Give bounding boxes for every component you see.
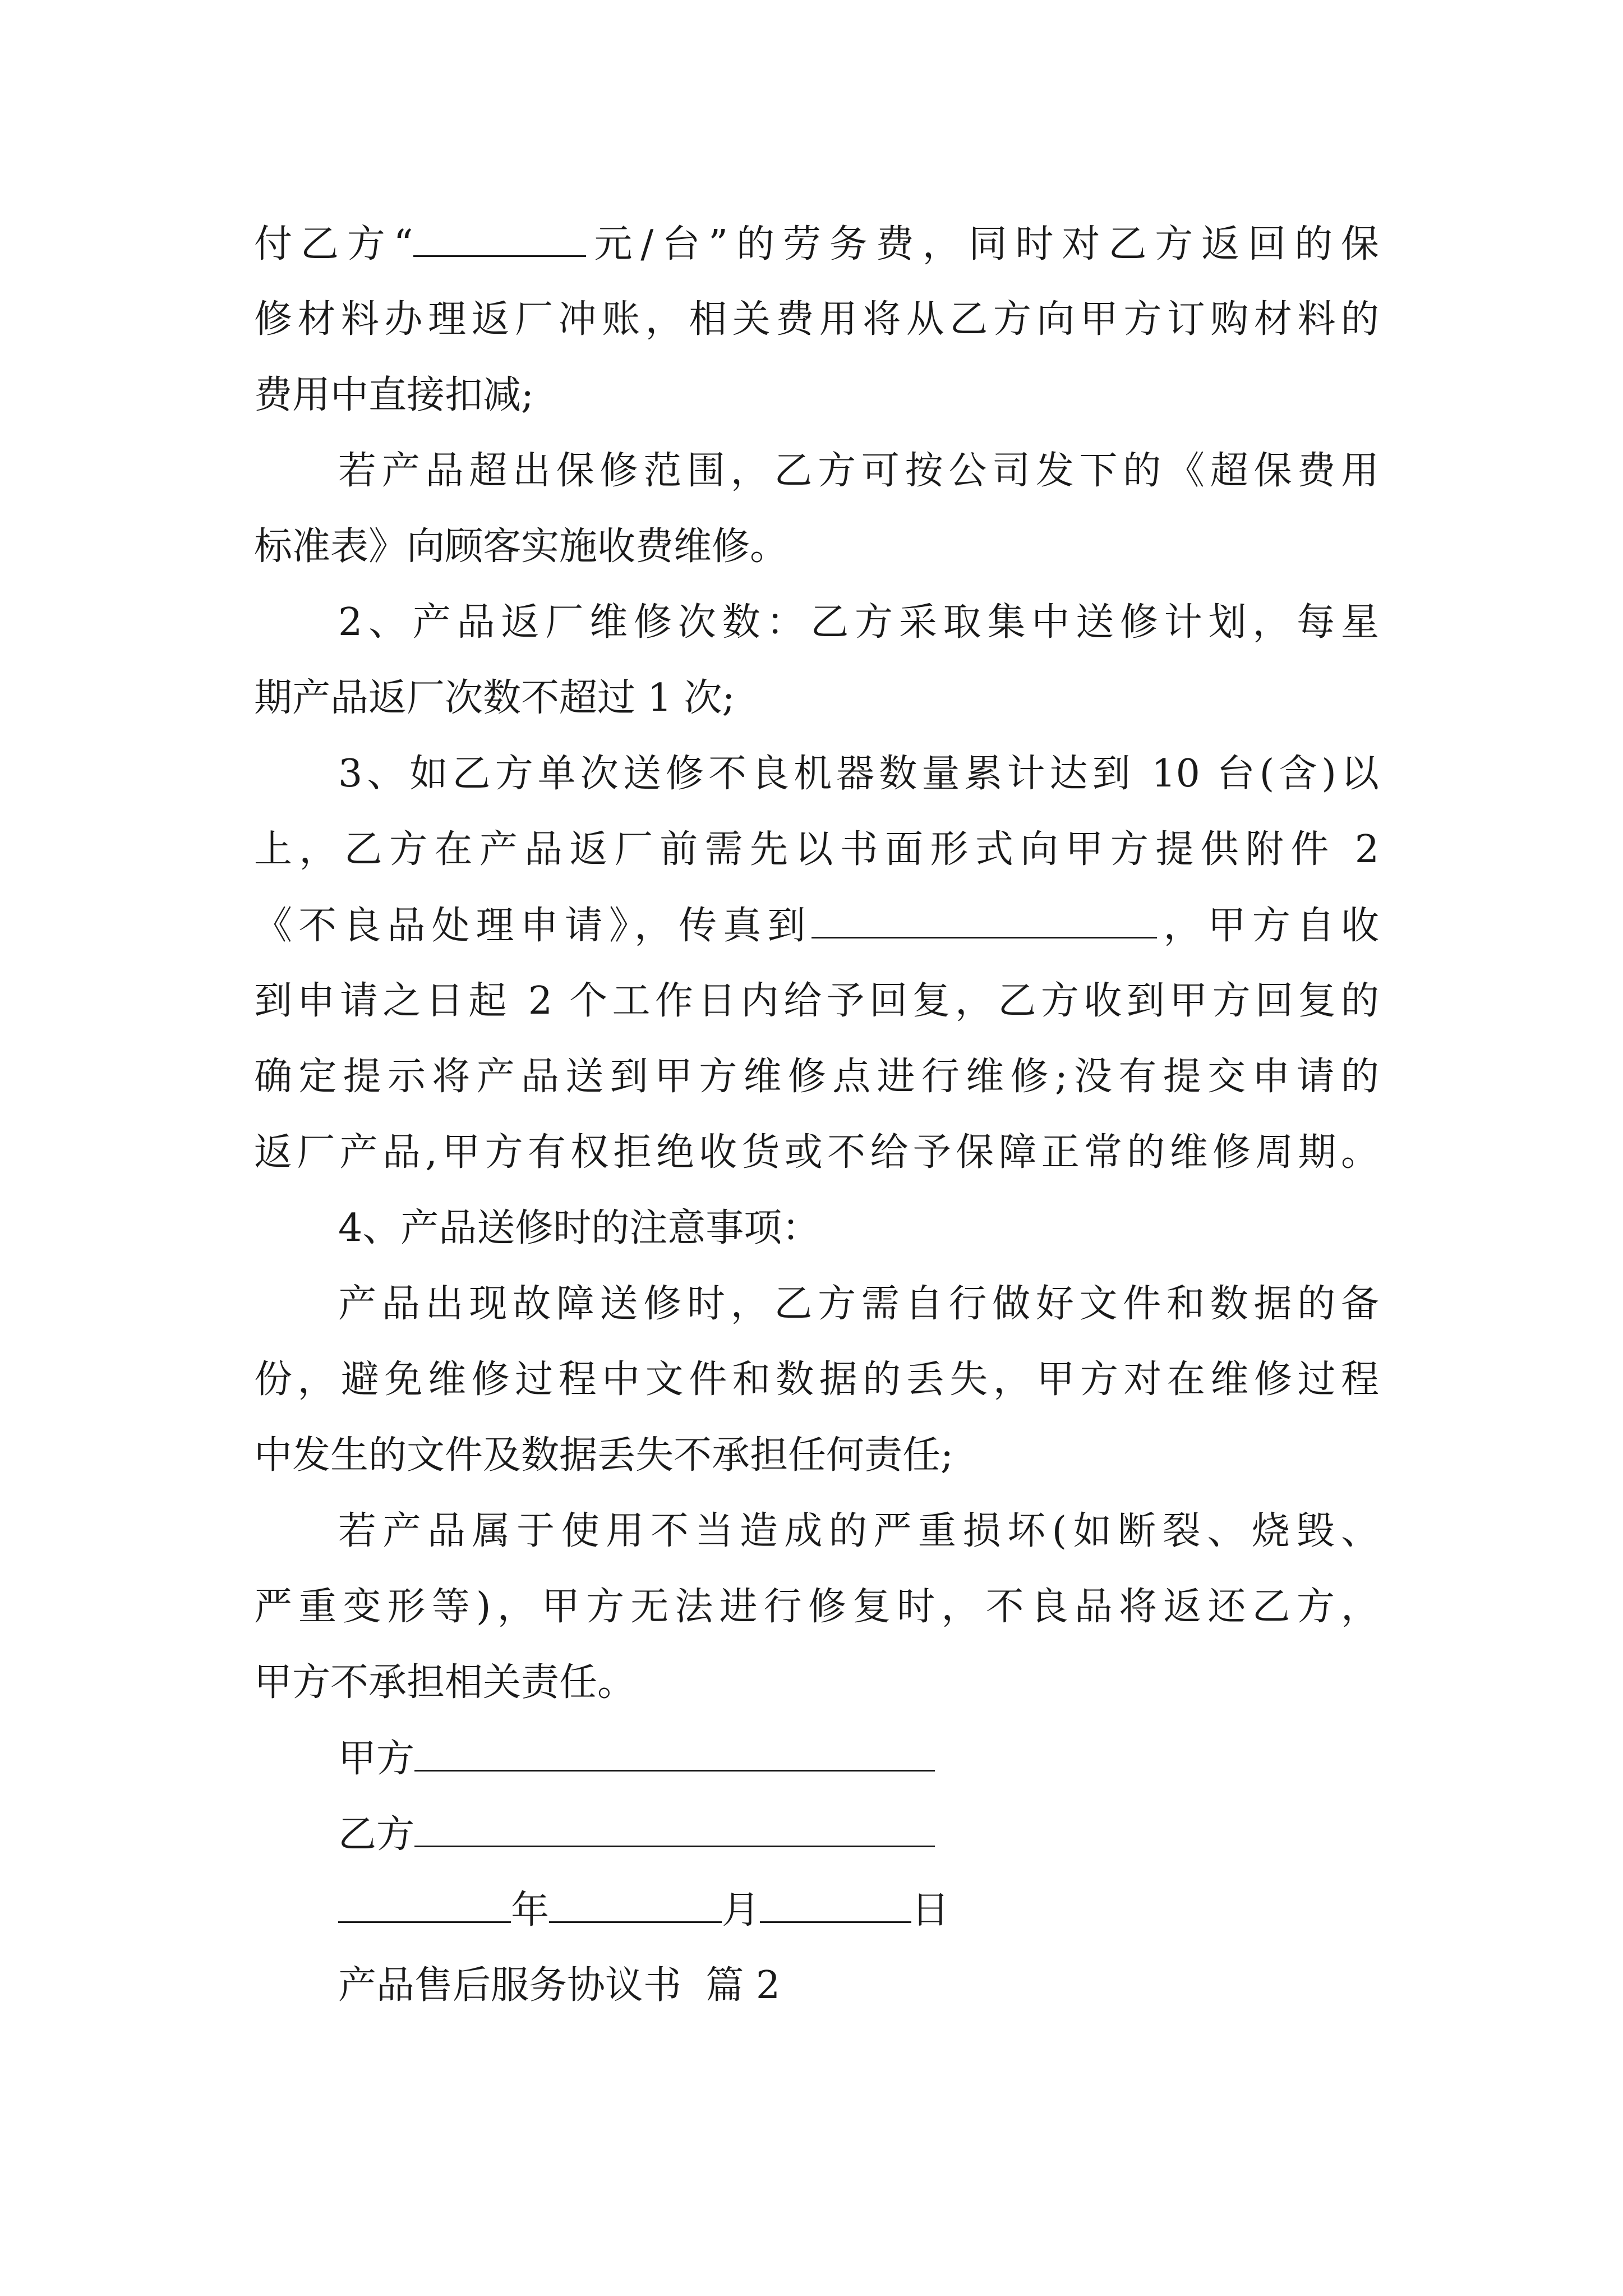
paragraph-line: 4、产品送修时的注意事项： (338, 1206, 820, 1250)
next-section-heading: 产品售后服务协议书 篇 2 (338, 1963, 781, 2008)
paragraph-line: 中发生的文件及数据丢失不承担任何责任; (254, 1433, 953, 1478)
paragraph-line: 产品出现故障送修时，乙方需自行做好文件和数据的备 (338, 1282, 1379, 1326)
paragraph-line: 到申请之日起 2 个工作日内给予回复，乙方收到甲方回复的 (254, 979, 1379, 1023)
paragraph-line: 甲方不承担相关责任。 (254, 1660, 636, 1705)
party-b-blank (414, 1812, 935, 1847)
paragraph-line: 确定提示将产品送到甲方维修点进行维修;没有提交申请的 (254, 1055, 1379, 1099)
paragraph-line: 份，避免维修过程中文件和数据的丢失，甲方对在维修过程 (254, 1358, 1379, 1402)
day-blank (760, 1888, 911, 1923)
paragraph-line: 费用中直接扣减; (254, 373, 534, 417)
paragraph-line: 若产品超出保修范围，乙方可按公司发下的《超保费用 (338, 449, 1379, 493)
paragraph-line: 上，乙方在产品返厂前需先以书面形式向甲方提供附件 2 (254, 827, 1379, 872)
party-a-signature-line (338, 1736, 935, 1782)
text-segment: 《不良品处理申请》，传真到 (254, 904, 812, 948)
party-a-blank (414, 1736, 935, 1772)
paragraph-line: 期产品返厂次数不超过 1 次; (254, 676, 735, 720)
text-segment: 付乙方“ (254, 222, 413, 266)
party-b-signature-line (338, 1812, 935, 1857)
text-segment: 元/台”的劳务费，同时对乙方返回的保 (585, 222, 1379, 266)
year-label: 年 (511, 1888, 550, 1932)
paragraph-line: 2、产品返厂维修次数：乙方采取集中送修计划，每星 (338, 600, 1379, 645)
party-a-label: 甲方 (338, 1737, 415, 1781)
fax-number-blank (811, 903, 1157, 938)
paragraph-line: 严重变形等)，甲方无法进行修复时，不良品将返还乙方， (254, 1585, 1379, 1629)
paragraph-line: 标准表》向顾客实施收费维修。 (254, 524, 789, 569)
year-blank (338, 1888, 511, 1923)
fee-blank (413, 222, 586, 257)
paragraph-line (254, 222, 1379, 267)
month-blank (549, 1888, 722, 1923)
day-label: 日 (911, 1888, 950, 1932)
month-label: 月 (722, 1888, 760, 1932)
date-line (338, 1888, 949, 1933)
text-segment: ，甲方自收 (1157, 904, 1379, 948)
paragraph-line (254, 903, 1379, 949)
paragraph-line: 返厂产品,甲方有权拒绝收货或不给予保障正常的维修周期。 (254, 1130, 1379, 1175)
paragraph-line: 若产品属于使用不当造成的严重损坏(如断裂、烧毁、 (338, 1509, 1379, 1553)
paragraph-line: 修材料办理返厂冲账，相关费用将从乙方向甲方订购材料的 (254, 297, 1379, 342)
party-b-label: 乙方 (338, 1812, 415, 1857)
paragraph-line: 3、如乙方单次送修不良机器数量累计达到 10 台(含)以 (338, 752, 1379, 796)
